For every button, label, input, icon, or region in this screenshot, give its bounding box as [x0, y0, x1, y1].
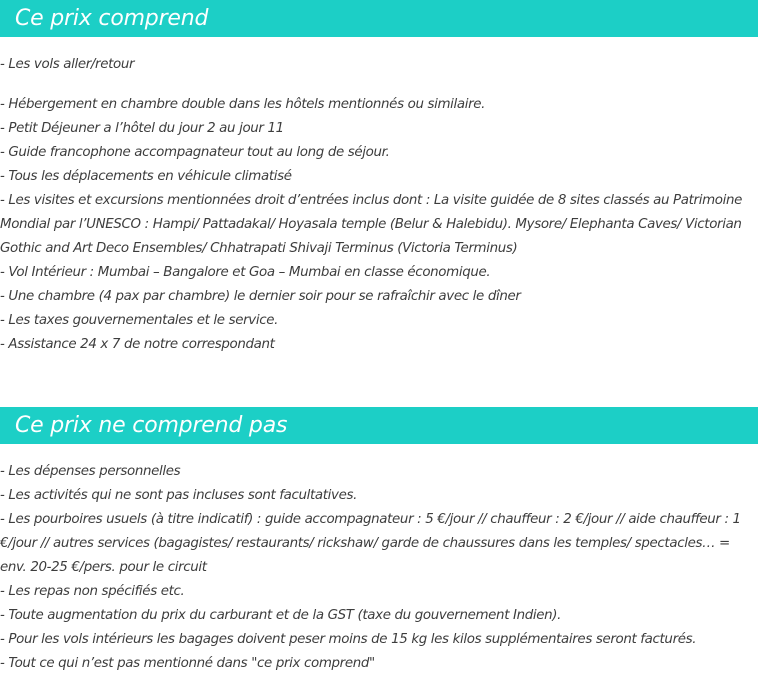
list-item: - Tous les déplacements en véhicule climatisé	[0, 169, 292, 184]
list-item: - Guide francophone accompagnateur tout au long de séjour.	[0, 145, 390, 160]
list-item: - Pour les vols intérieurs les bagages doivent peser moins de 15 kg les kilos supplémentaires seront facturés.	[0, 632, 697, 647]
list-item: - Une chambre (4 pax par chambre) le dernier soir pour se rafraîchir avec le dîner	[0, 289, 521, 304]
list-item: - Les dépenses personnelles	[0, 464, 181, 479]
list-item: - Les visites et excursions mentionnées droit d’entrées inclus dont : La visite guidée de 8 sites classés au Patrimoine Mondial par l’UNESCO : Hampi/ Pattadakal/ Hoyasala temple (Belur & Halebidu). Mysore/ Elephanta Caves/ Victorian Gothic and Art Deco Ensembles/ Chhatrapati Shivaji Terminus (Victoria Terminus)	[0, 193, 742, 256]
list-item: - Toute augmentation du prix du carburant et de la GST (taxe du gouvernement Indien).	[0, 608, 562, 623]
list-item: - Assistance 24 x 7 de notre correspondant	[0, 337, 275, 352]
list-spacer	[0, 77, 758, 93]
list-item: - Les taxes gouvernementales et le service.	[0, 313, 278, 328]
list-item: - Les vols aller/retour	[0, 57, 135, 72]
list-item: - Petit Déjeuner a l’hôtel du jour 2 au jour 11	[0, 121, 284, 136]
list-item: - Vol Intérieur : Mumbai – Bangalore et Goa – Mumbai en classe économique.	[0, 265, 491, 280]
included-section-header	[0, 0, 758, 37]
list-item: - Tout ce qui n’est pas mentionné dans "ce prix comprend"	[0, 656, 375, 671]
excluded-section-header	[0, 407, 758, 444]
included-section-title: Ce prix comprend	[15, 6, 209, 31]
list-item: - Les pourboires usuels (à titre indicatif) : guide accompagnateur : 5 €/jour // chauffeur : 2 €/jour // aide chauffeur : 1 €/jour // autres services (bagagistes/ restaurants/ rickshaw/ garde de chaussures dans les temples/ spectacles… = env. 20-25 €/pers. pour le circuit	[0, 512, 741, 575]
excluded-list	[0, 460, 758, 676]
included-list	[0, 53, 758, 357]
list-item: - Les activités qui ne sont pas incluses sont facultatives.	[0, 488, 358, 503]
excluded-section-title: Ce prix ne comprend pas	[15, 413, 288, 438]
list-item: - Les repas non spécifiés etc.	[0, 584, 185, 599]
list-item: - Hébergement en chambre double dans les hôtels mentionnés ou similaire.	[0, 97, 486, 112]
